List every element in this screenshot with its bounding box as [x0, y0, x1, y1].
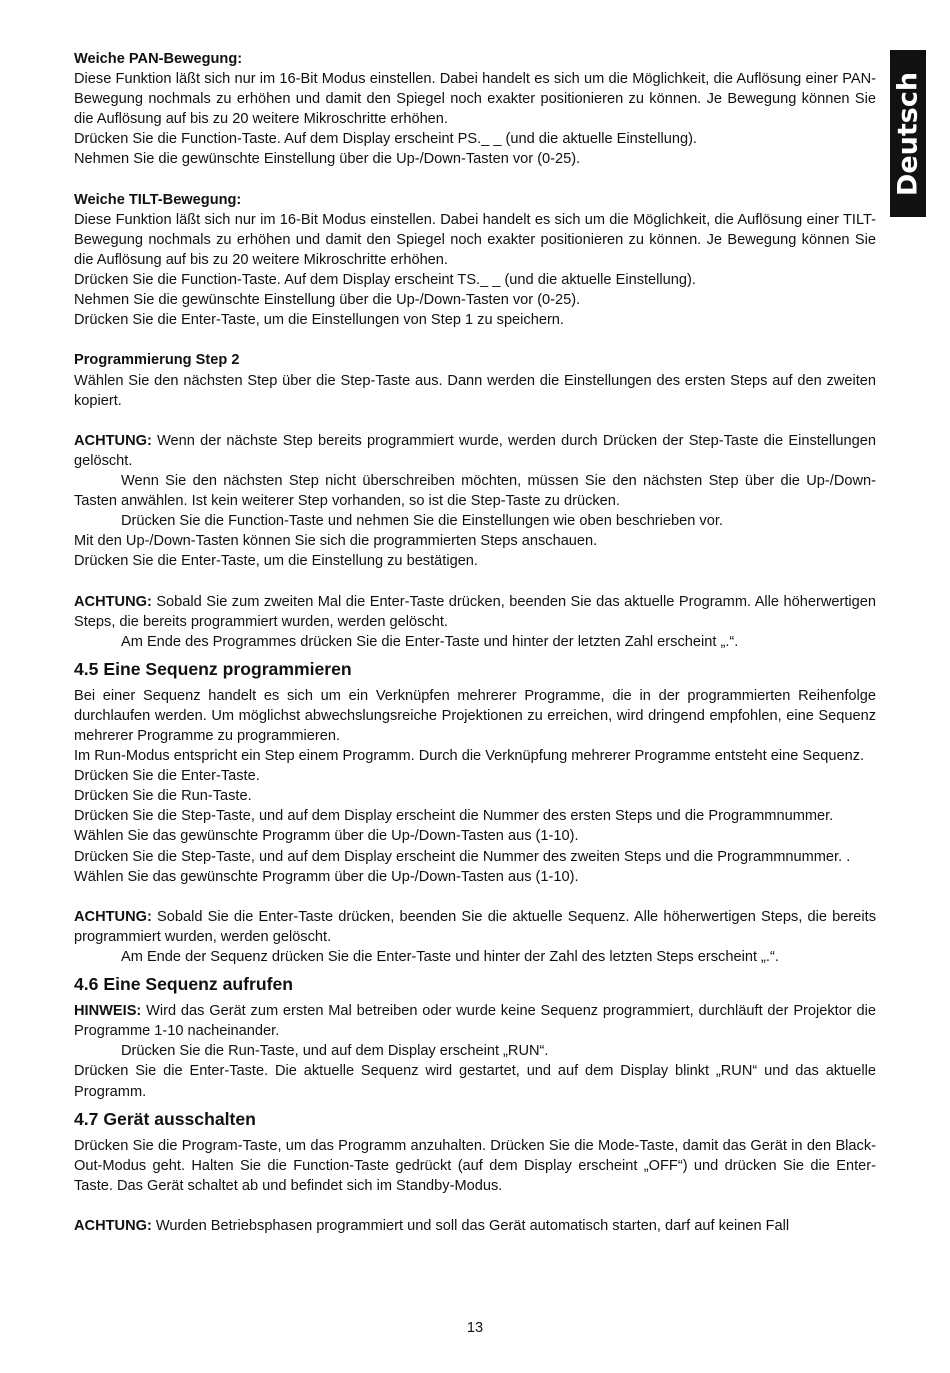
language-tab-label: Deutsch [892, 71, 924, 196]
pan-paragraph-1: Diese Funktion läßt sich nur im 16-Bit Modus einstellen. Dabei handelt es sich um die Möglichkeit, die Auflösung einer PAN-Bewegung nochmals zu erhöhen und damit den Spiegel noch exakter positionieren zu können. Je Bewegung können Sie die Auflösung auf bis zu 20 weitere Mikroschritte erhöhen. [74, 71, 876, 128]
s47-warning-text: Wurden Betriebsphasen programmiert und soll das Gerät automatisch starten, darf auf keinen Fall [155, 1217, 790, 1234]
s45-paragraph-5: Drücken Sie die Step-Taste, und auf dem Display erscheint die Nummer des ersten Steps und die Programmnummer. [74, 808, 834, 825]
pan-paragraph-3: Nehmen Sie die gewünschte Einstellung über die Up-/Down-Tasten vor (0-25). [74, 151, 581, 168]
page-number: 13 [466, 1320, 484, 1336]
pan-paragraph-2: Drücken Sie die Function-Taste. Auf dem Display erscheint PS._ _ (und die aktuelle Einstellung). [74, 131, 697, 148]
step2-heading: Programmierung Step 2 [74, 352, 240, 369]
s45-paragraph-1: Bei einer Sequenz handelt es sich um ein Verknüpfen mehrerer Programme, die in der programmierten Reihenfolge durchlaufen werden. Um möglichst abwechslungsreiche Projektionen zu erreichen, wird dringend empfohlen, eine Sequenz mehrerer Programme zu programmieren. [74, 687, 876, 744]
step2-warning-2 [74, 592, 876, 632]
tilt-paragraph-3: Nehmen Sie die gewünschte Einstellung über die Up-/Down-Tasten vor (0-25). [74, 292, 581, 309]
step2-indented-1: Wenn Sie den nächsten Step nicht überschreiben möchten, müssen Sie den nächsten Step über die Up-/Down-Tasten anwählen. Ist kein weiterer Step vorhanden, so ist die Step-Taste zu drücken. [74, 472, 876, 510]
tilt-paragraph-4: Drücken Sie die Enter-Taste, um die Einstellungen von Step 1 zu speichern. [74, 312, 564, 329]
section-4-7 [74, 1108, 876, 1236]
section-4-5 [74, 658, 876, 967]
s45-paragraph-6: Wählen Sie das gewünschte Programm über die Up-/Down-Tasten aus (1-10). [74, 828, 579, 845]
s45-paragraph-4: Drücken Sie die Run-Taste. [74, 788, 252, 805]
section-tilt [74, 190, 876, 331]
section-4-6-heading: 4.6 Eine Sequenz aufrufen [74, 974, 293, 995]
tilt-paragraph-1: Diese Funktion läßt sich nur im 16-Bit Modus einstellen. Dabei handelt es sich um die Möglichkeit, die Auflösung einer TILT-Bewegung nochmals zu erhöhen und damit den Spiegel noch exakter positionieren zu können. Je Bewegung können Sie die Auflösung auf bis zu 20 weitere Mikroschritte erhöhen. [74, 211, 876, 268]
section-4-5-heading: 4.5 Eine Sequenz programmieren [74, 658, 352, 679]
hint-label: HINWEIS: [74, 1003, 142, 1020]
language-tab [890, 50, 926, 217]
step2-paragraph-1: Wählen Sie den nächsten Step über die Step-Taste aus. Dann werden die Einstellungen des ersten Steps auf den zweiten kopiert. [74, 372, 876, 409]
s45-warning-text: Sobald Sie die Enter-Taste drücken, beenden Sie die aktuelle Sequenz. Alle höherwertigen Steps, die bereits programmiert wurden, werden gelöscht. [74, 908, 876, 945]
s46-hint [74, 1001, 876, 1041]
s45-paragraph-2: Im Run-Modus entspricht ein Step einem Programm. Durch die Verknüpfung mehrerer Programme entsteht eine Sequenz. [74, 748, 865, 765]
warning-label: ACHTUNG: [74, 432, 152, 449]
step2-warning-1 [74, 431, 876, 471]
s46-indented-1: Drücken Sie die Run-Taste, und auf dem Display erscheint „RUN“. [121, 1043, 549, 1060]
s45-indented-1: Am Ende der Sequenz drücken Sie die Enter-Taste und hinter der Zahl des letzten Steps erscheint „.“. [121, 949, 779, 966]
step2-paragraph-3: Drücken Sie die Enter-Taste, um die Einstellung zu bestätigen. [74, 553, 478, 570]
warning-label: ACHTUNG: [74, 908, 152, 925]
section-4-7-heading: 4.7 Gerät ausschalten [74, 1108, 256, 1129]
step2-warning-1-text: Wenn der nächste Step bereits programmiert wurde, werden durch Drücken der Step-Taste die Einstellungen gelöscht. [74, 432, 876, 469]
s45-paragraph-7: Drücken Sie die Step-Taste, und auf dem Display erscheint die Nummer des zweiten Steps und die Programmnummer. . [74, 848, 851, 865]
section-pan [74, 49, 876, 170]
s47-warning [74, 1216, 876, 1236]
pan-heading: Weiche PAN-Bewegung: [74, 51, 243, 67]
step2-warning-2-text: Sobald Sie zum zweiten Mal die Enter-Taste drücken, beenden Sie das aktuelle Programm. Alle höherwertigen Steps, die bereits programmiert wurden, werden gelöscht. [74, 593, 876, 630]
s46-paragraph-1: Drücken Sie die Enter-Taste. Die aktuelle Sequenz wird gestartet, und auf dem Display blinkt „RUN“ und das aktuelle Programm. [74, 1063, 876, 1100]
section-4-6 [74, 973, 876, 1101]
s47-paragraph-1: Drücken Sie die Program-Taste, um das Programm anzuhalten. Drücken Sie die Mode-Taste, damit das Gerät in den Black-Out-Modus geht. Halten Sie die Function-Taste gedrückt (auf dem Display erscheint „OFF“) und drücken Sie die Enter-Taste. Das Gerät schaltet ab und befindet sich im Standby-Modus. [74, 1137, 876, 1194]
s45-warning [74, 907, 876, 947]
section-step-2 [74, 350, 876, 651]
tilt-paragraph-2: Drücken Sie die Function-Taste. Auf dem Display erscheint TS._ _ (und die aktuelle Einstellung). [74, 272, 696, 289]
tilt-heading: Weiche TILT-Bewegung: [74, 191, 242, 208]
step2-paragraph-2: Mit den Up-/Down-Tasten können Sie sich die programmierten Steps anschauen. [74, 533, 598, 550]
step2-indented-2: Drücken Sie die Function-Taste und nehmen Sie die Einstellungen wie oben beschrieben vor. [121, 513, 723, 530]
step2-indented-3: Am Ende des Programmes drücken Sie die Enter-Taste und hinter der letzten Zahl erscheint „.“. [121, 633, 739, 650]
warning-label: ACHTUNG: [74, 593, 152, 610]
s45-paragraph-8: Wählen Sie das gewünschte Programm über die Up-/Down-Tasten aus (1-10). [74, 868, 579, 885]
warning-label: ACHTUNG: [74, 1217, 152, 1234]
s45-paragraph-3: Drücken Sie die Enter-Taste. [74, 768, 260, 785]
page-content [74, 49, 876, 1236]
s46-hint-text: Wird das Gerät zum ersten Mal betreiben oder wurde keine Sequenz programmiert, durchläuft der Projektor die Programme 1-10 nacheinander. [74, 1003, 876, 1040]
